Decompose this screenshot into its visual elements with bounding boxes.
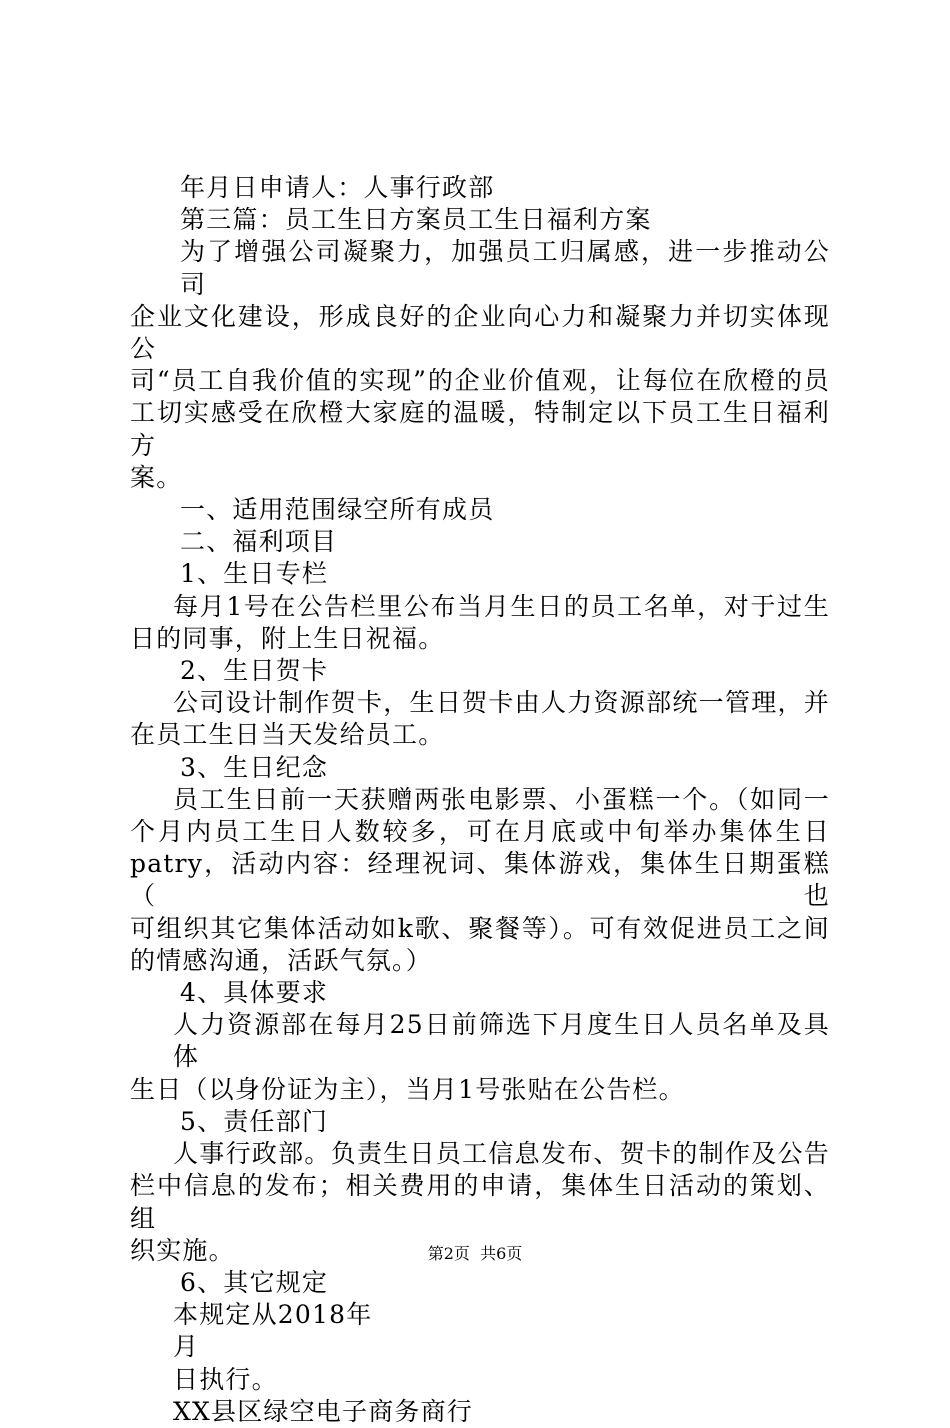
paragraph-line: 栏中信息的发布；相关费用的申请，集体生日活动的策划、组 bbox=[130, 1171, 830, 1233]
heading-benefits: 二、福利项目 bbox=[180, 527, 338, 557]
paragraph-line: 公司设计制作贺卡，生日贺卡由人力资源部统一管理，并 bbox=[173, 688, 830, 718]
paragraph-line: 人力资源部在每月25日前筛选下月度生日人员名单及具体 bbox=[173, 1010, 830, 1072]
document-body bbox=[130, 172, 830, 1428]
paragraph-line: 的情感沟通，活跃气氛。） bbox=[130, 945, 432, 975]
paragraph-line: 日执行。 bbox=[173, 1364, 278, 1394]
paragraph-line: 每月1号在公告栏里公布当月生日的员工名单，对于过生 bbox=[173, 591, 830, 621]
paragraph-line: 员工生日前一天获赠两张电影票、小蛋糕一个。（如同一 bbox=[173, 784, 830, 814]
paragraph-line: 案。 bbox=[130, 462, 183, 492]
paragraph-line: 本规定从2018年 bbox=[173, 1300, 373, 1330]
paragraph-line: 个月内员工生日人数较多，可在月底或中旬举办集体生日 bbox=[130, 817, 830, 847]
paragraph-line: 企业文化建设，形成良好的企业向心力和凝聚力并切实体现公 bbox=[130, 301, 830, 364]
subheading-responsible-dept: 5、责任部门 bbox=[180, 1106, 329, 1136]
paragraph-line: 可组织其它集体活动如k歌、聚餐等）。可有效促进员工之间 bbox=[130, 913, 830, 943]
subheading-birthday-column: 1、生日专栏 bbox=[180, 559, 329, 589]
paragraph-line: 司“员工自我价值的实现”的企业价值观，让每位在欣橙的员 bbox=[130, 366, 830, 396]
subheading-birthday-card: 2、生日贺卡 bbox=[180, 656, 329, 686]
paragraph-line: 人事行政部。负责生日员工信息发布、贺卡的制作及公告 bbox=[173, 1139, 830, 1169]
paragraph-line: 月 bbox=[173, 1332, 200, 1362]
date-applicant-line: 年月日申请人：人事行政部 bbox=[180, 173, 495, 202]
page-number: 第2页 bbox=[427, 1244, 470, 1263]
page-total: 共6页 bbox=[480, 1244, 523, 1263]
paragraph-line: 织实施。 bbox=[130, 1235, 235, 1265]
company-signature: XX县区绿空电子商务商行 bbox=[173, 1396, 473, 1426]
paragraph-line: 生日（以身份证为主），当月1号张贴在公告栏。 bbox=[130, 1074, 685, 1104]
subheading-birthday-souvenir: 3、生日纪念 bbox=[180, 752, 329, 782]
paragraph-line: 工切实感受在欣橙大家庭的温暖，特制定以下员工生日福利方 bbox=[130, 398, 830, 460]
paragraph-line: 日的同事，附上生日祝福。 bbox=[130, 623, 445, 653]
section-title: 第三篇：员工生日方案员工生日福利方案 bbox=[180, 205, 652, 235]
paragraph-line: patry，活动内容：经理祝词、集体游戏，集体生日期蛋糕（也 bbox=[130, 849, 830, 911]
subheading-requirements: 4、具体要求 bbox=[180, 978, 329, 1008]
page-footer bbox=[0, 1243, 950, 1265]
paragraph-line: 为了增强公司凝聚力，加强员工归属感，进一步推动公司 bbox=[180, 237, 830, 299]
subheading-other-rules: 6、其它规定 bbox=[180, 1267, 329, 1297]
heading-scope: 一、适用范围绿空所有成员 bbox=[180, 495, 495, 525]
paragraph-line: 在员工生日当天发给员工。 bbox=[130, 720, 445, 750]
